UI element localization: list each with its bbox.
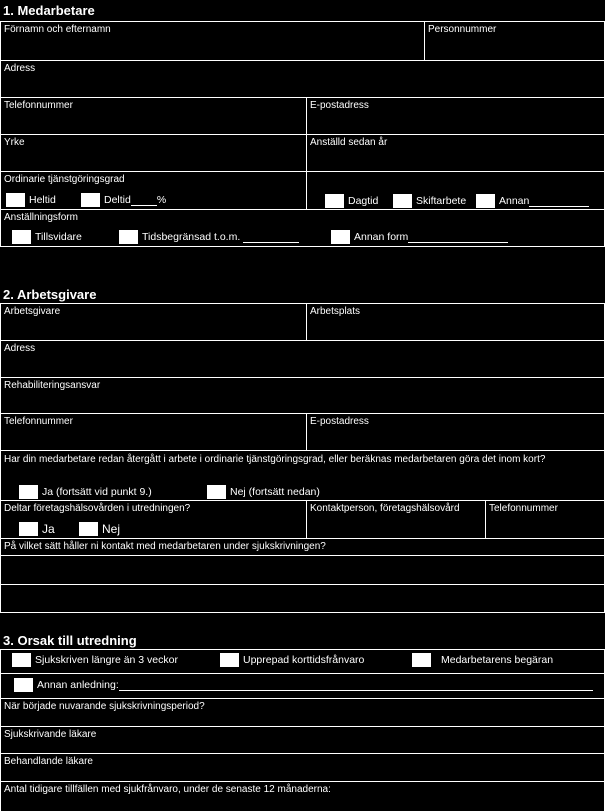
reason3-label: Medarbetarens begäran (441, 654, 554, 666)
reason1-option[interactable] (12, 653, 178, 667)
address-field[interactable] (0, 60, 605, 98)
contact-question-cell (0, 538, 605, 556)
parttime-option[interactable] (81, 193, 166, 207)
daytime-label: Dagtid (348, 195, 379, 207)
fulltime-checkbox[interactable] (6, 193, 25, 207)
reason4-label: Annan anledning: (37, 679, 119, 691)
other-schedule-checkbox[interactable] (476, 194, 495, 208)
employed-since-label: Anställd sedan år (310, 137, 388, 148)
shift-checkbox[interactable] (393, 194, 412, 208)
ohs-question: Deltar företagshälsovården i utredningen? (4, 503, 191, 514)
occupation-field[interactable] (0, 134, 307, 172)
work-rate-cell (0, 171, 307, 210)
ohs-yes-checkbox[interactable] (19, 522, 38, 536)
rehab-label: Rehabiliteringsansvar (4, 380, 101, 391)
employer-phone-label: Telefonnummer (4, 416, 73, 427)
ohs-no-option[interactable] (79, 522, 120, 536)
sick-doctor-label: Sjukskrivande läkare (4, 729, 97, 740)
return-question-cell (0, 450, 605, 501)
temporary-option[interactable] (119, 230, 299, 244)
name-field[interactable] (0, 21, 425, 61)
section2-title: 2. Arbetsgivare (3, 287, 97, 302)
reason1-label: Sjukskriven längre än 3 veckor (35, 654, 178, 666)
other-form-option[interactable] (331, 230, 508, 244)
reason1-checkbox[interactable] (12, 653, 31, 667)
daytime-checkbox[interactable] (325, 194, 344, 208)
work-rate-label: Ordinarie tjänstgöringsgrad (4, 174, 125, 185)
other-schedule-option[interactable] (476, 194, 589, 208)
shift-option[interactable] (393, 194, 466, 208)
return-yes-checkbox[interactable] (19, 485, 38, 499)
contact-answer-line-2[interactable] (0, 584, 605, 613)
email-label: E-postadress (310, 100, 369, 111)
section3-title: 3. Orsak till utredning (3, 633, 137, 648)
ohs-contact-label: Kontaktperson, företagshälsovård (310, 503, 460, 514)
reason-row-1 (0, 649, 605, 674)
employer-label: Arbetsgivare (4, 306, 61, 317)
address-label: Adress (4, 63, 36, 74)
employment-form-cell (0, 209, 605, 247)
return-yes-option[interactable] (19, 485, 152, 499)
ohs-cell (0, 500, 307, 539)
reason3-checkbox[interactable] (412, 653, 431, 667)
employer-email-label: E-postadress (310, 416, 369, 427)
percent-suffix: % (156, 194, 167, 206)
parttime-percent-line[interactable] (131, 195, 157, 206)
daytime-option[interactable] (325, 194, 378, 208)
start-date-question: När började nuvarande sjukskrivningsperiod? (4, 701, 205, 712)
employer-email-field[interactable] (306, 413, 605, 451)
reason-row-2 (0, 673, 605, 699)
ohs-contact-field[interactable] (306, 500, 486, 539)
temporary-date-line[interactable] (243, 232, 299, 243)
ohs-phone-field[interactable] (485, 500, 605, 539)
treating-doctor-field[interactable] (0, 753, 605, 782)
contact-question: På vilket sätt håller ni kontakt med medarbetaren under sjukskrivningen? (4, 541, 326, 552)
permanent-checkbox[interactable] (12, 230, 31, 244)
rehab-field[interactable] (0, 377, 605, 414)
ohs-phone-label: Telefonnummer (489, 503, 558, 514)
reason2-label: Upprepad korttidsfrånvaro (243, 654, 365, 666)
fulltime-option[interactable] (6, 193, 56, 207)
employer-field[interactable] (0, 303, 307, 341)
workplace-field[interactable] (306, 303, 605, 341)
reason4-checkbox[interactable] (14, 678, 33, 692)
sick-doctor-field[interactable] (0, 726, 605, 754)
absences-question: Antal tidigare tillfällen med sjukfrånvaro, under de senaste 12 månaderna: (4, 784, 331, 795)
ohs-yes-label: Ja (42, 522, 55, 536)
other-form-checkbox[interactable] (331, 230, 350, 244)
return-no-checkbox[interactable] (207, 485, 226, 499)
reason4-line[interactable] (119, 680, 593, 691)
temporary-checkbox[interactable] (119, 230, 138, 244)
reason3-option[interactable] (412, 653, 553, 667)
email-field[interactable] (306, 97, 605, 135)
personnummer-field[interactable] (424, 21, 605, 61)
parttime-label: Deltid (104, 194, 131, 206)
reason2-option[interactable] (220, 653, 364, 667)
employer-address-label: Adress (4, 343, 36, 354)
other-form-label: Annan form (354, 231, 409, 243)
absences-field[interactable] (0, 781, 605, 812)
start-date-field[interactable] (0, 698, 605, 727)
permanent-option[interactable] (12, 230, 82, 244)
schedule-cell (306, 171, 605, 210)
employer-address-field[interactable] (0, 340, 605, 378)
treating-doctor-label: Behandlande läkare (4, 756, 93, 767)
contact-answer-line-1[interactable] (0, 555, 605, 585)
reason2-checkbox[interactable] (220, 653, 239, 667)
other-schedule-label: Annan (499, 195, 530, 207)
return-no-option[interactable] (207, 485, 320, 499)
employed-since-field[interactable] (306, 134, 605, 172)
parttime-checkbox[interactable] (81, 193, 100, 207)
personnummer-label: Personnummer (428, 24, 497, 35)
fulltime-label: Heltid (29, 194, 56, 206)
reason4-option[interactable] (14, 678, 593, 692)
return-question: Har din medarbetare redan återgått i arbete i ordinarie tjänstgöringsgrad, eller beräknas medarbetaren göra det inom kort? (4, 454, 546, 465)
name-label: Förnamn och efternamn (4, 24, 111, 35)
employer-phone-field[interactable] (0, 413, 307, 451)
other-form-line[interactable] (408, 232, 508, 243)
phone-label: Telefonnummer (4, 100, 73, 111)
shift-label: Skiftarbete (416, 195, 467, 207)
other-schedule-line[interactable] (529, 196, 589, 207)
ohs-no-label: Nej (102, 522, 121, 536)
ohs-no-checkbox[interactable] (79, 522, 98, 536)
ohs-yes-option[interactable] (19, 522, 55, 536)
phone-field[interactable] (0, 97, 307, 135)
permanent-label: Tillsvidare (35, 231, 82, 243)
employment-form-label: Anställningsform (4, 212, 78, 223)
return-no-label: Nej (fortsätt nedan) (230, 486, 320, 498)
return-yes-label: Ja (fortsätt vid punkt 9.) (42, 486, 152, 498)
section1-title: 1. Medarbetare (3, 3, 95, 18)
temporary-label: Tidsbegränsad t.o.m. (142, 231, 241, 243)
workplace-label: Arbetsplats (310, 306, 361, 317)
occupation-label: Yrke (4, 137, 25, 148)
